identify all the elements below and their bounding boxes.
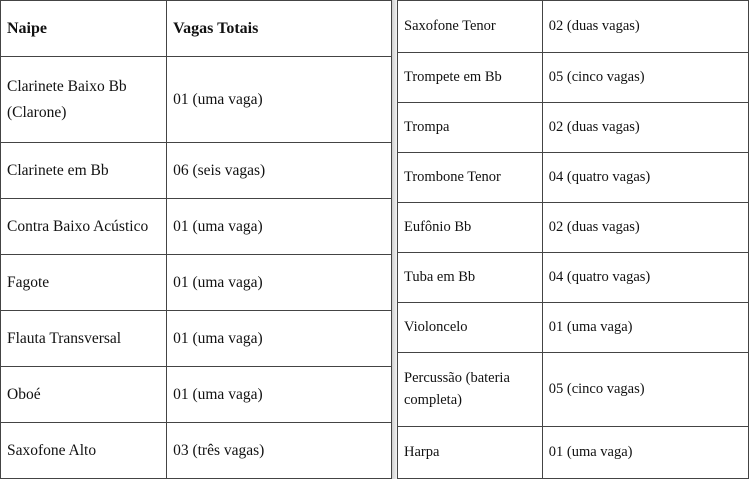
table-row (398, 153, 749, 203)
instrument-cell: Tuba em Bb (398, 253, 543, 303)
vacancy-cell: 01 (uma vaga) (167, 57, 392, 143)
table-header-row (1, 1, 392, 57)
vacancy-cell: 05 (cinco vagas) (542, 53, 748, 103)
instrument-cell: Saxofone Alto (1, 423, 167, 479)
instrument-cell: Clarinete em Bb (1, 143, 167, 199)
table-row (1, 311, 392, 367)
vacancy-cell: 04 (quatro vagas) (542, 253, 748, 303)
table-row (398, 1, 749, 53)
table-row (398, 353, 749, 427)
table-row (1, 367, 392, 423)
instrument-cell: Oboé (1, 367, 167, 423)
table-row (1, 143, 392, 199)
vacancy-cell: 04 (quatro vagas) (542, 153, 748, 203)
instrument-cell: Clarinete Baixo Bb (Clarone) (1, 57, 167, 143)
header-naipe: Naipe (1, 1, 167, 57)
table-row (1, 57, 392, 143)
table-row (1, 255, 392, 311)
instrument-cell: Trombone Tenor (398, 153, 543, 203)
vacancy-cell: 05 (cinco vagas) (542, 353, 748, 427)
instrument-cell: Eufônio Bb (398, 203, 543, 253)
table-row (398, 427, 749, 479)
vacancy-cell: 01 (uma vaga) (167, 255, 392, 311)
instrument-cell: Trompa (398, 103, 543, 153)
table-row (398, 253, 749, 303)
table-row (398, 203, 749, 253)
instrument-cell: Violoncelo (398, 303, 543, 353)
instrument-cell: Fagote (1, 255, 167, 311)
vacancy-cell: 01 (uma vaga) (542, 303, 748, 353)
table-row (398, 53, 749, 103)
vacancy-cell: 01 (uma vaga) (542, 427, 748, 479)
vacancy-cell: 01 (uma vaga) (167, 367, 392, 423)
vacancy-cell: 02 (duas vagas) (542, 1, 748, 53)
instrument-cell: Saxofone Tenor (398, 1, 543, 53)
vacancy-cell: 01 (uma vaga) (167, 199, 392, 255)
vacancy-cell: 02 (duas vagas) (542, 203, 748, 253)
instrument-cell: Harpa (398, 427, 543, 479)
table-row (398, 103, 749, 153)
table-row (1, 423, 392, 479)
vacancy-cell: 01 (uma vaga) (167, 311, 392, 367)
header-vagas-totais: Vagas Totais (167, 1, 392, 57)
table-row (1, 199, 392, 255)
vacancy-cell: 06 (seis vagas) (167, 143, 392, 199)
vacancy-cell: 03 (três vagas) (167, 423, 392, 479)
instrument-cell: Contra Baixo Acústico (1, 199, 167, 255)
vacancy-cell: 02 (duas vagas) (542, 103, 748, 153)
instrument-cell: Trompete em Bb (398, 53, 543, 103)
table-row (398, 303, 749, 353)
vacancies-table-right (397, 0, 749, 479)
instrument-cell: Flauta Transversal (1, 311, 167, 367)
instrument-cell: Percussão (bateria completa) (398, 353, 543, 427)
